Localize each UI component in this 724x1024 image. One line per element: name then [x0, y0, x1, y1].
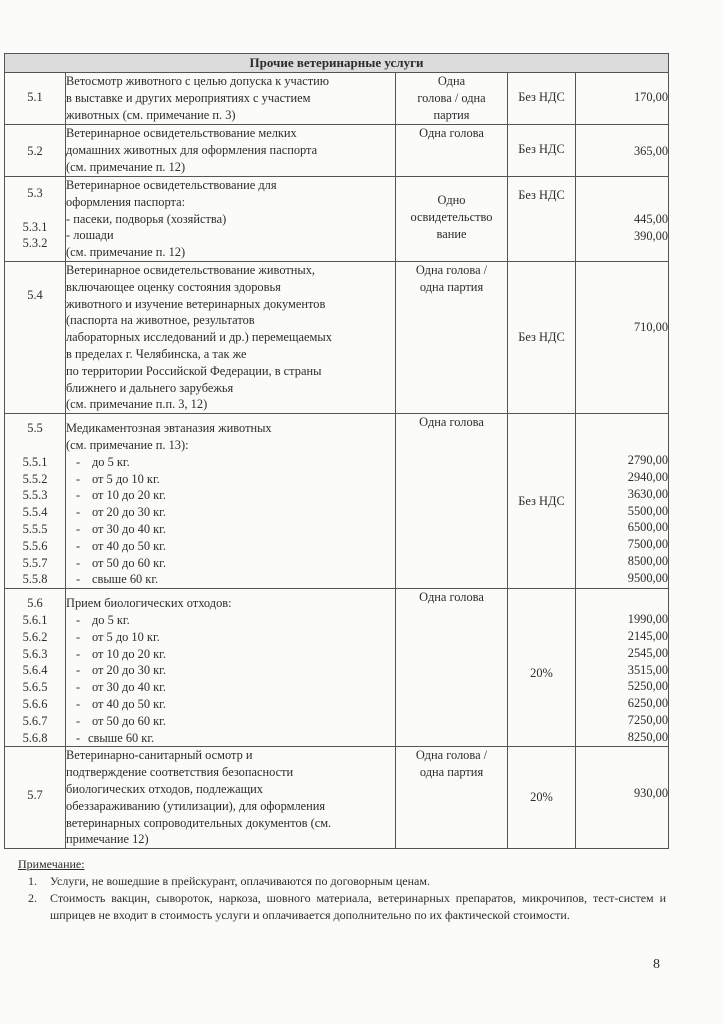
table-row [5, 414, 669, 589]
list-item: - от 10 до 20 кг. [76, 488, 166, 503]
vat-value: 20% [530, 666, 553, 681]
unit-line: Одна голова [419, 415, 484, 430]
price-value: 710,00 [633, 320, 669, 334]
list-item-text: от 20 до 30 кг. [92, 505, 166, 520]
list-item: - от 40 до 50 кг. [76, 696, 166, 711]
description-line: домашних животных для оформления паспорта [66, 142, 318, 157]
unit-line: Одна голова / [415, 748, 488, 763]
price-value: 3515,00 [627, 662, 669, 677]
vat-value: 20% [530, 790, 553, 805]
list-item: - от 50 до 60 кг. [76, 713, 166, 728]
note-item: 2. Стоимость вакцин, сывороток, наркоза, шовного материала, ветеринарных препаратов, микрочипов, тест-систем и шприцев не входит в стоимость услуги и оплачивается дополнительно по их фактической стоимости. [40, 890, 666, 924]
description-line: животного и изучение ветеринарных документов [66, 296, 326, 311]
notes-list [18, 873, 666, 924]
row-number-line: 5.3.1 [22, 219, 48, 234]
row-vat [508, 747, 576, 849]
list-item: - от 10 до 20 кг. [76, 646, 166, 661]
unit-line: голова / одна [417, 90, 486, 105]
price-value: 1990,00 [627, 612, 669, 627]
description-line: Ветеринарное освидетельствование мелких [66, 126, 297, 140]
row-vat [508, 262, 576, 414]
row-number-line: 5.6.4 [22, 663, 48, 678]
unit-line: Одно [437, 193, 466, 207]
list-item: - свыше 60 кг. [76, 572, 159, 587]
description-line: (см. примечание п.п. 3, 12) [66, 397, 208, 412]
row-description [66, 125, 396, 177]
unit-line: Одна [437, 74, 466, 88]
unit-line: партия [433, 107, 470, 122]
row-number-line: 5.3.2 [22, 236, 48, 251]
price-value: 445,00 [633, 212, 669, 226]
list-item-text: до 5 кг. [92, 454, 130, 469]
list-item: - от 20 до 30 кг. [76, 505, 166, 520]
vat-value: Без НДС [518, 188, 565, 202]
description-line: (паспорта на животное, результатов [66, 313, 255, 328]
row-number-line: 5.5.1 [22, 454, 48, 469]
price-value: 6500,00 [627, 520, 669, 535]
row-description [66, 414, 396, 589]
table-row [5, 262, 669, 414]
description-line: Медикаментозная эвтаназия животных [66, 421, 272, 436]
row-price [576, 125, 669, 177]
list-item: - от 40 до 50 кг. [76, 538, 166, 553]
list-item-text: до 5 кг. [92, 612, 130, 627]
row-vat [508, 125, 576, 177]
row-unit [396, 747, 508, 849]
description-line: - лошади [66, 228, 114, 243]
row-number-line: 5.6 [27, 596, 43, 611]
row-number [5, 747, 66, 849]
description-line: оформления паспорта: [66, 194, 186, 209]
row-price [576, 414, 669, 589]
list-item-text: от 10 до 20 кг. [92, 488, 166, 503]
row-number-line: 5.2 [27, 144, 43, 158]
row-number [5, 589, 66, 747]
price-value: 5500,00 [627, 503, 669, 518]
description-line: животных (см. примечание п. 3) [66, 107, 236, 122]
unit-line: Одна голова / [415, 263, 488, 277]
row-number-line: 5.6.6 [22, 696, 48, 711]
row-number [5, 414, 66, 589]
price-table [4, 53, 669, 849]
section-title: Прочие ветеринарные услуги [5, 54, 669, 73]
row-description [66, 262, 396, 414]
row-number-line: 5.5.7 [22, 555, 48, 570]
description-line: Прием биологических отходов: [66, 596, 232, 611]
list-item: - до 5 кг. [76, 454, 130, 469]
list-item-text: свыше 60 кг. [92, 572, 159, 587]
row-number-line: 5.3 [27, 186, 43, 200]
table-row [5, 747, 669, 849]
row-number-line: 5.5.2 [22, 471, 48, 486]
list-item: - от 5 до 10 кг. [76, 629, 160, 644]
unit-line: одна партия [419, 279, 484, 294]
row-number-line: 5.7 [27, 788, 43, 803]
unit-line: Одна голова [419, 126, 484, 140]
description-line: подтверждение соответствия безопасности [66, 765, 294, 780]
price-value: 170,00 [633, 90, 669, 104]
list-item-text: от 5 до 10 кг. [92, 629, 160, 644]
description-line: Ветосмотр животного с целью допуска к участию [66, 74, 330, 88]
row-number-line: 5.5.4 [22, 505, 48, 520]
row-price [576, 262, 669, 414]
row-number-line: 5.5.5 [22, 521, 48, 536]
description-line: по территории Российской Федерации, в страны [66, 363, 322, 378]
row-price [576, 177, 669, 262]
description-line: Ветеринарное освидетельствование животных, [66, 263, 316, 277]
row-vat [508, 589, 576, 747]
row-number-line: 5.6.1 [22, 612, 48, 627]
row-number [5, 73, 66, 125]
price-value: 365,00 [633, 144, 669, 158]
row-number-line: 5.6.8 [22, 730, 48, 745]
price-value: 7250,00 [627, 712, 669, 727]
vat-value: Без НДС [518, 142, 565, 156]
notes [18, 856, 666, 924]
unit-line: освидетельство [410, 209, 493, 224]
page-number: 8 [653, 957, 660, 972]
list-item-text: от 30 до 40 кг. [92, 680, 166, 695]
row-vat [508, 414, 576, 589]
row-unit [396, 177, 508, 262]
row-description [66, 589, 396, 747]
unit-line: Одна голова [419, 590, 484, 605]
row-number-line: 5.4 [27, 288, 43, 302]
row-number-line: 5.5.8 [22, 572, 48, 587]
list-item: - от 50 до 60 кг. [76, 555, 166, 570]
description-line: ближнего и дальнего зарубежья [66, 380, 234, 395]
list-item-text: от 30 до 40 кг. [92, 521, 166, 536]
list-item-text: от 20 до 30 кг. [92, 663, 166, 678]
list-item: - от 20 до 30 кг. [76, 663, 166, 678]
notes-heading: Примечание: [18, 857, 85, 871]
vat-value: Без НДС [518, 493, 565, 508]
price-value: 7500,00 [627, 537, 669, 552]
list-item-text: от 50 до 60 кг. [92, 555, 166, 570]
list-item: - от 30 до 40 кг. [76, 521, 166, 536]
row-price [576, 747, 669, 849]
table-row [5, 177, 669, 262]
price-value: 2545,00 [627, 645, 669, 660]
unit-line: вание [436, 226, 467, 241]
price-value: 2940,00 [627, 469, 669, 484]
list-item-text: свыше 60 кг. [88, 730, 155, 745]
row-number-line: 5.5 [27, 421, 43, 436]
row-unit [396, 73, 508, 125]
row-number-line: 5.6.3 [22, 646, 48, 661]
row-number [5, 262, 66, 414]
description-line: лабораторных исследований и др.) перемещаемых [66, 330, 332, 345]
list-item: - от 5 до 10 кг. [76, 471, 160, 486]
row-number-line: 5.5.6 [22, 538, 48, 553]
row-number [5, 177, 66, 262]
price-value: 2145,00 [627, 628, 669, 643]
row-description [66, 747, 396, 849]
row-unit [396, 589, 508, 747]
price-value: 930,00 [633, 786, 669, 801]
price-value: 9500,00 [627, 570, 669, 585]
price-value: 6250,00 [627, 696, 669, 711]
description-line: биологических отходов, подлежащих [66, 781, 263, 796]
list-item: - от 30 до 40 кг. [76, 680, 166, 695]
list-item-text: от 10 до 20 кг. [92, 646, 166, 661]
description-line: (см. примечание п. 12) [66, 245, 186, 260]
row-number-line: 5.6.7 [22, 713, 48, 728]
note-item: 1. Услуги, не вошедшие в прейскурант, оплачиваются по договорным ценам. [40, 873, 666, 890]
description-line: (см. примечание п. 13): [66, 437, 189, 452]
table-row [5, 73, 669, 125]
description-line: (см. примечание п. 12) [66, 159, 186, 174]
row-number-line: 5.6.2 [22, 629, 48, 644]
description-line: в выставке и других мероприятиях с участием [66, 90, 311, 105]
description-line: в пределах г. Челябинска, а так же [66, 346, 247, 361]
description-line: ветеринарных сопроводительных документов (см. [66, 815, 332, 830]
table-row [5, 125, 669, 177]
description-line: - пасеки, подворья (хозяйства) [66, 211, 227, 226]
description-line: Ветеринарно-санитарный осмотр и [66, 748, 253, 763]
row-number [5, 125, 66, 177]
list-item-text: от 5 до 10 кг. [92, 471, 160, 486]
list-item: - до 5 кг. [76, 612, 130, 627]
row-unit [396, 262, 508, 414]
price-value: 8250,00 [627, 729, 669, 744]
price-value: 390,00 [633, 228, 669, 243]
row-number-line: 5.1 [27, 90, 43, 104]
list-item-text: от 40 до 50 кг. [92, 538, 166, 553]
description-line: включающее оценку состояния здоровья [66, 279, 281, 294]
row-description [66, 73, 396, 125]
list-item-text: от 50 до 60 кг. [92, 713, 166, 728]
description-line: примечание 12) [66, 832, 149, 847]
row-price [576, 73, 669, 125]
price-value: 2790,00 [627, 453, 669, 468]
row-number-line: 5.6.5 [22, 680, 48, 695]
price-value: 5250,00 [627, 679, 669, 694]
row-unit [396, 125, 508, 177]
list-item: - свыше 60 кг. [76, 730, 155, 745]
price-value: 3630,00 [627, 486, 669, 501]
row-vat [508, 73, 576, 125]
section-header-row [5, 54, 669, 73]
row-price [576, 589, 669, 747]
price-value: 8500,00 [627, 553, 669, 568]
description-line: Ветеринарное освидетельствование для [66, 178, 277, 192]
row-vat [508, 177, 576, 262]
row-unit [396, 414, 508, 589]
row-number-line: 5.5.3 [22, 488, 48, 503]
row-description [66, 177, 396, 262]
vat-value: Без НДС [518, 330, 565, 345]
table-row [5, 589, 669, 747]
unit-line: одна партия [419, 765, 484, 780]
list-item-text: от 40 до 50 кг. [92, 696, 166, 711]
vat-value: Без НДС [518, 90, 565, 104]
description-line: обеззараживанию (утилизации), для оформления [66, 798, 326, 813]
